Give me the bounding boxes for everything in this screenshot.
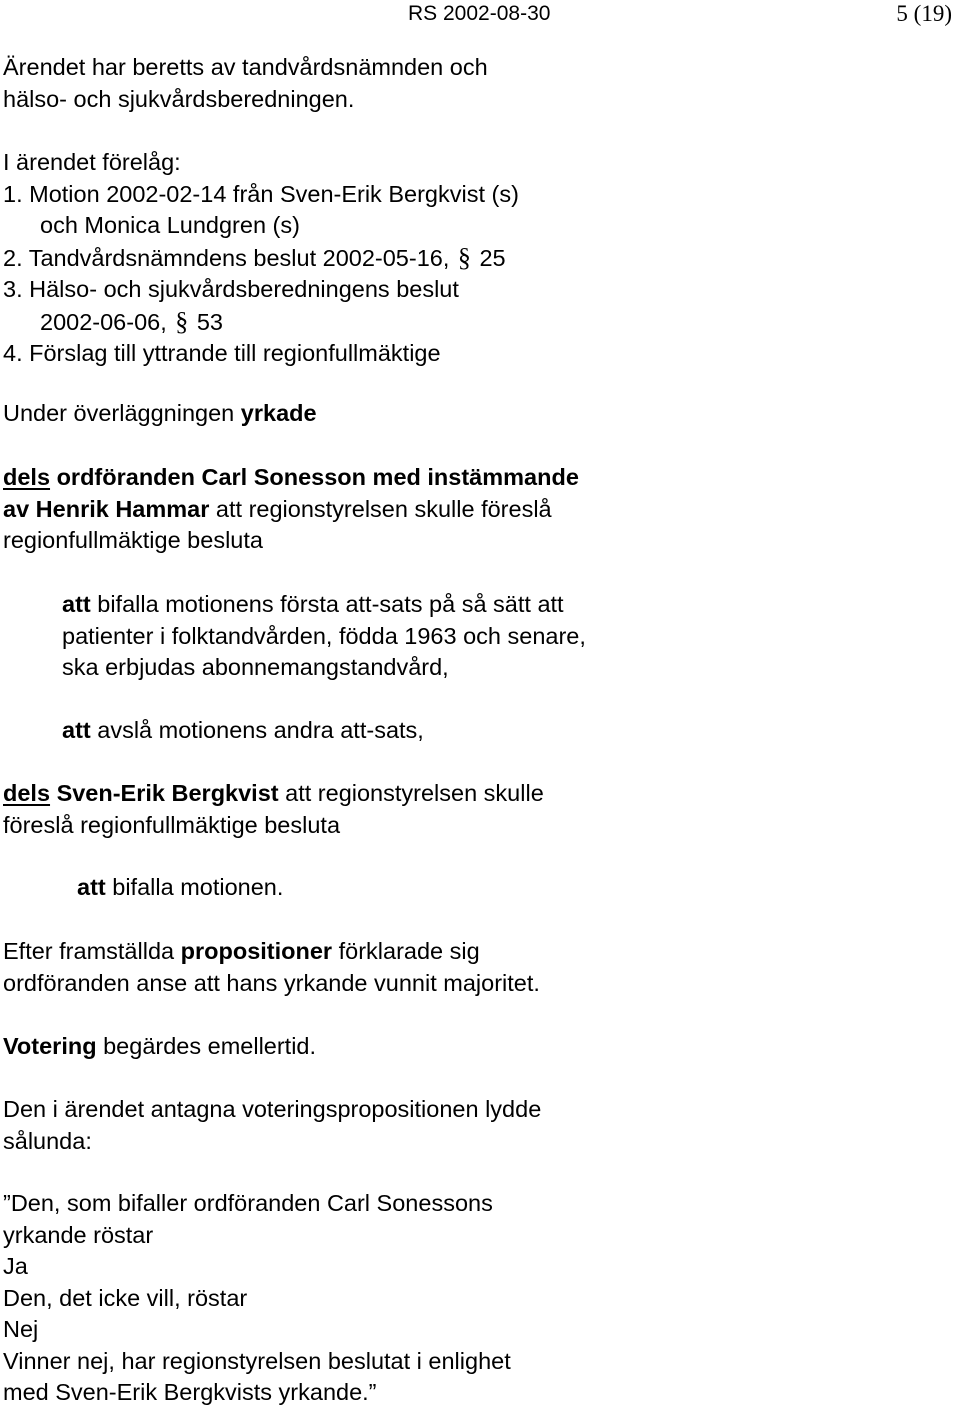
motion-2-line: föreslå regionfullmäktige besluta (3, 811, 341, 838)
att-text: bifalla motionens första att-sats på så sätt att (97, 591, 564, 617)
document-item-3-number: 53 (196, 308, 223, 335)
document-date: RS 2002-08-30 (408, 2, 551, 25)
propositions-line (3, 936, 540, 968)
section-symbol: § (457, 242, 471, 272)
debate-bold: yrkade (240, 400, 317, 426)
dels-label: dels (3, 464, 51, 490)
att-text: avslå motionens andra att-sats, (97, 717, 424, 743)
intro-paragraph (3, 52, 488, 115)
page-number: 5 (19) (896, 1, 952, 26)
motion-2-line (3, 778, 544, 810)
motion-2-text: att regionstyrelsen skulle (285, 780, 544, 806)
att-label: att (62, 591, 91, 617)
att-line (62, 715, 424, 747)
document-item-2-text: 2. Tandvårdsnämndens beslut 2002-05-16, (3, 244, 450, 271)
votering-line (3, 1031, 316, 1063)
intro-line: Ärendet har beretts av tandvårdsnämnden och (3, 54, 488, 80)
dels-label: dels (3, 780, 51, 806)
motion-1-text: att regionstyrelsen skulle föreslå (215, 495, 552, 522)
motion-1-line (3, 494, 579, 526)
vote-line: yrkande röstar (3, 1221, 154, 1248)
section-symbol: § (175, 306, 189, 336)
document-item-1-continued: och Monica Lundgren (s) (40, 212, 300, 238)
vote-line: Nej (3, 1316, 39, 1342)
att-line: patienter i folktandvården, födda 1963 och senare, (62, 622, 586, 649)
documents-section (3, 147, 519, 370)
motion-2-att (77, 872, 283, 904)
motion-1-line (3, 462, 579, 494)
document-item-1: 1. Motion 2002-02-14 från Sven-Erik Bergkvist (s) (3, 180, 519, 207)
motion-2 (3, 778, 544, 841)
att-line: ska erbjudas abonnemangstandvård, (62, 654, 449, 680)
vote-quote (3, 1188, 511, 1409)
document-item-3: 3. Hälso- och sjukvårdsberedningens beslut (3, 276, 459, 302)
att-label: att (77, 874, 106, 900)
att-label: att (62, 717, 91, 743)
motion-1-line: regionfullmäktige besluta (3, 527, 263, 553)
document-item-4: 4. Förslag till yttrande till regionfullmäktige (3, 340, 441, 366)
votering-text: begärdes emellertid. (103, 1033, 317, 1059)
debate-line (3, 398, 317, 430)
motion-2-speaker: Sven-Erik Bergkvist (56, 780, 279, 806)
vote-line: med Sven-Erik Bergkvists yrkande.” (3, 1379, 377, 1405)
proposition-line: Den i ärendet antagna voteringspropositionen lydde (3, 1096, 542, 1122)
vote-line: ”Den, som bifaller ordföranden Carl Sonessons (3, 1190, 493, 1216)
document-item-3-continued (3, 306, 519, 339)
intro-line: hälso- och sjukvårdsberedningen. (3, 85, 355, 112)
motion-1-att-1 (62, 589, 586, 684)
votering-bold: Votering (3, 1033, 97, 1059)
vote-line: Den, det icke vill, röstar (3, 1284, 248, 1311)
att-text: bifalla motionen. (112, 874, 284, 900)
propositions-text: Efter framställda (3, 938, 175, 964)
vote-line: Ja (3, 1253, 28, 1279)
document-item-3-date: 2002-06-06, (40, 308, 167, 335)
proposition-paragraph (3, 1094, 541, 1157)
motion-1-supporter: av Henrik Hammar (3, 495, 210, 522)
propositions-line: ordföranden anse att hans yrkande vunnit majoritet. (3, 969, 540, 996)
motion-1-att-2 (62, 715, 424, 747)
propositions-text: förklarade sig (338, 938, 480, 964)
document-item-2-number: 25 (479, 244, 506, 271)
att-line (62, 589, 586, 621)
proposition-line: sålunda: (3, 1127, 92, 1154)
documents-heading: I ärendet förelåg: (3, 149, 181, 175)
motion-1-speaker: ordföranden Carl Sonesson med instämmande (56, 464, 579, 490)
vote-line: Vinner nej, har regionstyrelsen beslutat i enlighet (3, 1347, 511, 1374)
propositions-paragraph (3, 936, 540, 999)
debate-text: Under överläggningen (3, 400, 235, 426)
att-line (77, 872, 283, 904)
document-item-2 (3, 242, 519, 275)
propositions-bold: propositioner (180, 938, 333, 964)
motion-1 (3, 462, 579, 557)
